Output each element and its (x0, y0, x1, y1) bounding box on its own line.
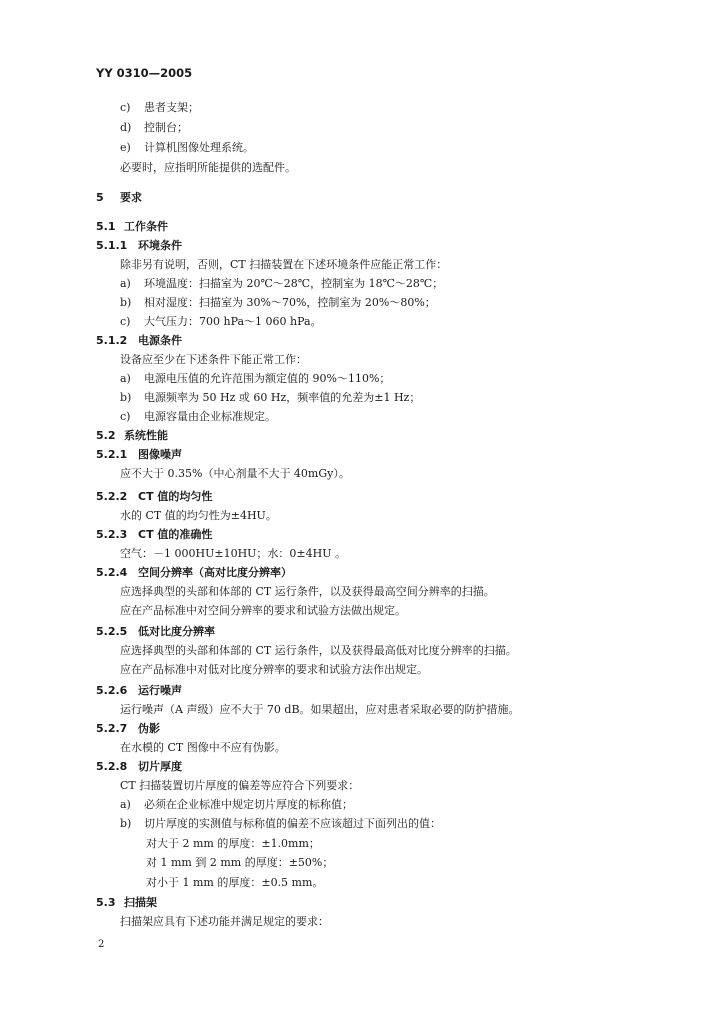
list-item (120, 817, 441, 831)
section-heading (96, 448, 182, 462)
section-number: 5.2.3 (96, 528, 128, 541)
list-text: 相对湿度：扫描室为 30%～70%，控制室为 20%～80%； (144, 296, 436, 309)
section-title: 环境条件 (138, 239, 182, 252)
list-text: 患者支架； (144, 101, 199, 114)
section-number: 5.2 (96, 429, 116, 442)
list-text: 电源电压值的允许范围为额定值的 90%～110%； (144, 372, 391, 385)
section-number: 5.2.5 (96, 625, 128, 638)
list-marker: b) (120, 817, 132, 830)
paragraph: 水的 CT 值的均匀性为±4HU。 (120, 509, 277, 522)
section-number: 5.2.7 (96, 722, 128, 735)
list-marker: a) (120, 277, 131, 290)
section-heading (96, 220, 168, 234)
list-marker: c) (120, 101, 131, 114)
section-title: 图像噪声 (138, 448, 182, 461)
list-marker: b) (120, 391, 132, 404)
list-text: 大气压力：700 hPa～1 060 hPa。 (144, 315, 322, 328)
paragraph: 设备应至少在下述条件下能正常工作： (120, 353, 307, 366)
section-heading (96, 528, 212, 542)
list-text: 计算机图像处理系统。 (144, 141, 254, 154)
list-item (120, 121, 188, 135)
section-title: CT 值的准确性 (138, 528, 213, 541)
page-number: 2 (98, 939, 105, 950)
section-number: 5.3 (96, 896, 116, 909)
section-number: 5 (96, 191, 104, 204)
paragraph: 对 1 mm 到 2 mm 的厚度：±50%； (146, 856, 334, 869)
section-number: 5.2.4 (96, 566, 128, 579)
list-marker: a) (120, 798, 131, 811)
paragraph: CT 扫描装置切片厚度的偏差等应符合下列要求： (120, 779, 360, 792)
paragraph: 应选择典型的头部和体部的 CT 运行条件，以及获得最高空间分辨率的扫描。 (120, 585, 495, 598)
list-text: 必须在企业标准中规定切片厚度的标称值； (144, 798, 353, 811)
section-title: 要求 (120, 191, 142, 204)
section-heading (96, 722, 160, 736)
list-item (120, 296, 436, 310)
list-text: 电源频率为 50 Hz 或 60 Hz，频率值的允差为±1 Hz； (144, 391, 421, 404)
list-item (120, 410, 276, 424)
list-item (120, 141, 254, 155)
list-text: 切片厚度的实测值与标称值的偏差不应该超过下面列出的值： (144, 817, 441, 830)
paragraph: 扫描架应具有下述功能并满足规定的要求： (120, 915, 329, 928)
list-marker: d) (120, 121, 132, 134)
section-heading (96, 625, 215, 639)
section-heading (96, 490, 212, 504)
paragraph: 对小于 1 mm 的厚度：±0.5 mm。 (146, 876, 324, 889)
section-number: 5.1 (96, 220, 116, 233)
paragraph: 应在产品标准中对低对比度分辨率的要求和试验方法作出规定。 (120, 663, 428, 676)
paragraph: 应选择典型的头部和体部的 CT 运行条件，以及获得最高低对比度分辨率的扫描。 (120, 644, 517, 657)
list-item (120, 277, 443, 291)
section-heading (96, 684, 182, 698)
paragraph: 应在产品标准中对空间分辨率的要求和试验方法做出规定。 (120, 604, 406, 617)
list-item (120, 315, 322, 329)
section-heading (96, 760, 182, 774)
list-item (120, 798, 353, 812)
section-title: 扫描架 (124, 896, 157, 909)
paragraph: 运行噪声（A 声级）应不大于 70 dB。如果超出，应对患者采取必要的防护措施。 (120, 703, 520, 716)
list-item (120, 101, 199, 115)
section-number: 5.2.1 (96, 448, 128, 461)
section-title: CT 值的均匀性 (138, 490, 213, 503)
list-text: 环境温度：扫描室为 20℃～28℃，控制室为 18℃～28℃； (144, 277, 444, 290)
list-marker: e) (120, 141, 131, 154)
section-title: 切片厚度 (138, 760, 182, 773)
section-title: 低对比度分辨率 (138, 625, 215, 638)
list-marker: b) (120, 296, 132, 309)
section-heading (96, 239, 182, 253)
list-text: 电源容量由企业标准规定。 (144, 410, 276, 423)
list-item (120, 391, 420, 405)
section-title: 空间分辨率（高对比度分辨率） (138, 566, 292, 579)
list-marker: a) (120, 372, 131, 385)
list-item (120, 372, 390, 386)
list-text: 控制台； (144, 121, 188, 134)
section-heading (96, 566, 292, 580)
section-number: 5.2.6 (96, 684, 128, 697)
paragraph: 必要时，应指明所能提供的选配件。 (120, 161, 296, 174)
section-title: 运行噪声 (138, 684, 182, 697)
paragraph: 应不大于 0.35%（中心剂量不大于 40mGy）。 (120, 467, 350, 480)
section-heading (96, 334, 182, 348)
paragraph: 对大于 2 mm 的厚度：±1.0mm； (146, 837, 320, 850)
section-number: 5.1.2 (96, 334, 128, 347)
section-heading (96, 896, 157, 910)
section-number: 5.2.2 (96, 490, 128, 503)
section-heading (96, 191, 142, 205)
list-marker: c) (120, 410, 131, 423)
section-title: 系统性能 (124, 429, 168, 442)
section-number: 5.1.1 (96, 239, 128, 252)
paragraph: 空气：－1 000HU±10HU；水：0±4HU 。 (120, 547, 347, 560)
section-title: 电源条件 (138, 334, 182, 347)
section-heading (96, 429, 168, 443)
section-title: 伪影 (138, 722, 160, 735)
list-marker: c) (120, 315, 131, 328)
paragraph: 除非另有说明，否则，CT 扫描装置在下述环境条件应能正常工作： (120, 258, 448, 271)
document-id: YY 0310—2005 (96, 66, 193, 80)
section-title: 工作条件 (124, 220, 168, 233)
section-number: 5.2.8 (96, 760, 128, 773)
paragraph: 在水模的 CT 图像中不应有伪影。 (120, 741, 286, 754)
